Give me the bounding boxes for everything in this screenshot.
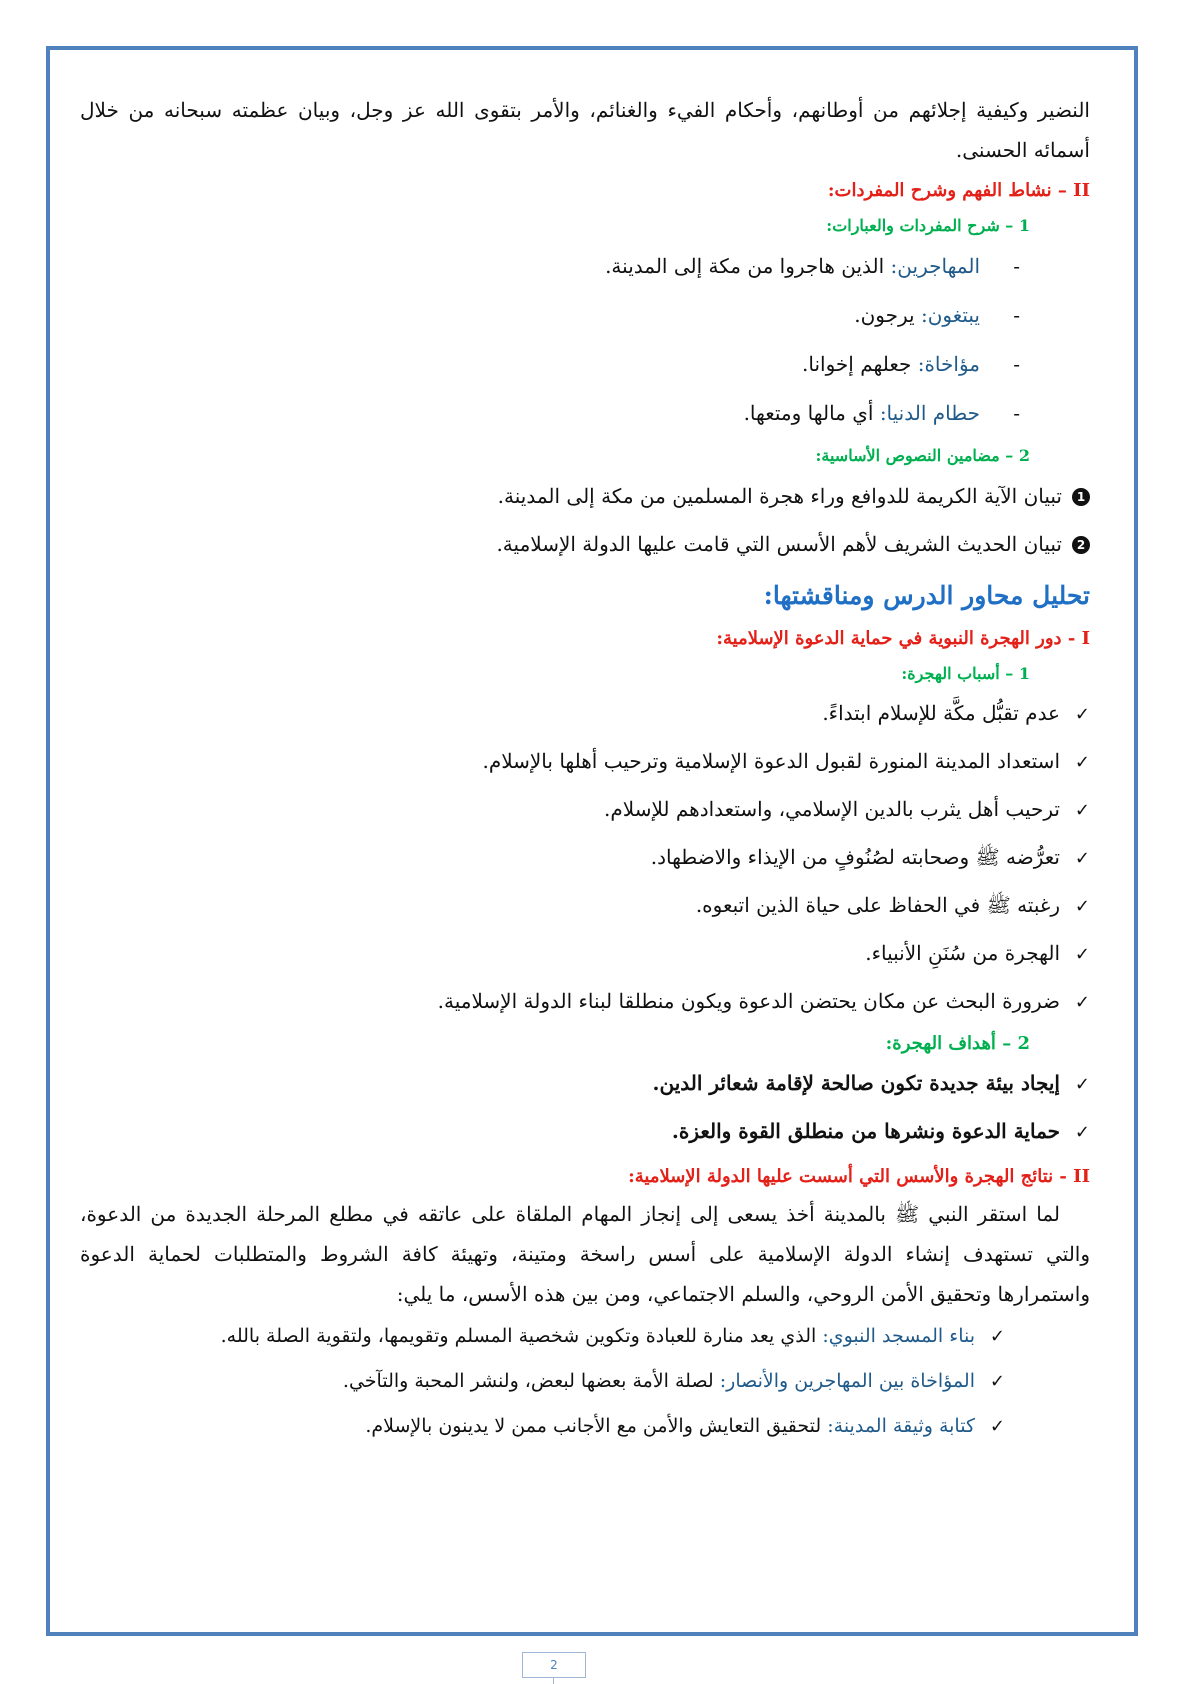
vocab-definition: يرجون. xyxy=(854,303,921,327)
cause-text: استعداد المدينة المنورة لقبول الدعوة الإسلامية وترحيب أهلها بالإسلام. xyxy=(482,749,1060,773)
vocab-term: حطام الدنيا: xyxy=(879,401,980,425)
vocab-term: مؤاخاة: xyxy=(917,352,980,376)
goals-list xyxy=(80,1060,1090,1156)
number-circle-icon: 2 xyxy=(1072,536,1090,554)
section-ii-heading: II – نشاط الفهم وشرح المفردات: xyxy=(827,180,1090,201)
list-item xyxy=(80,340,1020,389)
dash-icon: - xyxy=(1013,401,1020,425)
check-icon: ✓ xyxy=(1074,992,1090,1013)
check-icon: ✓ xyxy=(1074,704,1090,725)
list-item xyxy=(80,786,1090,834)
intro-paragraph: النضير وكيفية إجلائهم من أوطانهم، وأحكام الفيء والغنائم، والأمر بتقوى الله عز وجل، وبيان عظمته سبحانه من خلال أسمائه الحسنى. xyxy=(80,98,1090,162)
theme-text: تبيان الحديث الشريف لأهم الأسس التي قامت عليها الدولة الإسلامية. xyxy=(496,532,1062,556)
dash-icon: - xyxy=(1013,352,1020,376)
list-item xyxy=(80,834,1090,882)
check-icon: ✓ xyxy=(1074,944,1090,965)
themes-list xyxy=(80,472,1090,568)
page-content xyxy=(80,90,1090,1449)
cause-text: ضرورة البحث عن مكان يحتضن الدعوة ويكون منطلقا لبناء الدولة الإسلامية. xyxy=(437,989,1060,1013)
theme-text: تبيان الآية الكريمة للدوافع وراء هجرة المسلمين من مكة إلى المدينة. xyxy=(497,484,1062,508)
check-icon: ✓ xyxy=(1074,1074,1090,1095)
list-item xyxy=(80,520,1090,568)
dash-icon: - xyxy=(1013,254,1020,278)
list-item xyxy=(80,1359,1005,1404)
check-icon: ✓ xyxy=(1074,848,1090,869)
list-item xyxy=(80,242,1020,291)
cause-text: تعرُّضه ﷺ وصحابته لصُنُوفٍ من الإيذاء والاضطهاد. xyxy=(650,845,1060,869)
list-item xyxy=(80,389,1020,438)
foundation-term: المؤاخاة بين المهاجرين والأنصار: xyxy=(719,1370,975,1392)
list-item xyxy=(80,472,1090,520)
foundation-definition: لتحقيق التعايش والأمن مع الأجانب ممن لا يدينون بالإسلام. xyxy=(365,1415,828,1437)
list-item xyxy=(80,1108,1090,1156)
list-item xyxy=(80,690,1090,738)
list-item xyxy=(80,1404,1005,1449)
foundation-term: كتابة وثيقة المدينة: xyxy=(827,1415,975,1437)
cause-text: الهجرة من سُنَنِ الأنبياء. xyxy=(865,941,1060,965)
vocabulary-heading: 1 – شرح المفردات والعبارات: xyxy=(826,216,1030,235)
vocab-definition: أي مالها ومتعها. xyxy=(743,401,880,425)
page-number: 2 xyxy=(522,1652,586,1678)
list-item xyxy=(80,1314,1005,1359)
check-icon: ✓ xyxy=(989,1371,1005,1392)
check-icon: ✓ xyxy=(1074,1122,1090,1143)
results-paragraph: لما استقر النبي ﷺ بالمدينة أخذ يسعى إلى إنجاز المهام الملقاة على عاتقه في مطلع المرحلة الجديدة من الدعوة، والتي تستهدف إنشاء الدولة الإسلامية على أسس راسخة ومتينة، وتهيئة كافة الشروط والمتطلبات لحماية الدعوة واستمرارها وتحقيق الأمن الروحي، والسلم الاجتماعي، ومن بين هذه الأسس، ما يلي: xyxy=(80,1202,1090,1306)
cause-text: ترحيب أهل يثرب بالدين الإسلامي، واستعدادهم للإسلام. xyxy=(604,797,1060,821)
check-icon: ✓ xyxy=(1074,896,1090,917)
foundation-definition: لصلة الأمة بعضها لبعض، ولنشر المحبة والتآخي. xyxy=(342,1370,720,1392)
list-item xyxy=(80,882,1090,930)
foundation-definition: الذي يعد منارة للعبادة وتكوين شخصية المسلم وتقويمها، ولتقوية الصلة بالله. xyxy=(220,1325,823,1347)
list-item xyxy=(80,930,1090,978)
list-item xyxy=(80,1060,1090,1108)
goal-text: إيجاد بيئة جديدة تكون صالحة لإقامة شعائر الدين. xyxy=(652,1071,1060,1095)
check-icon: ✓ xyxy=(989,1416,1005,1437)
check-icon: ✓ xyxy=(1074,800,1090,821)
check-icon: ✓ xyxy=(989,1326,1005,1347)
foundation-term: بناء المسجد النبوي: xyxy=(822,1325,975,1347)
dash-icon: - xyxy=(1013,303,1020,327)
goals-heading: 2 – أهداف الهجرة: xyxy=(885,1033,1030,1054)
cause-text: عدم تقبُّل مكَّة للإسلام ابتداءً. xyxy=(822,701,1060,725)
list-item xyxy=(80,291,1020,340)
analysis-title: تحليل محاور الدرس ومناقشتها: xyxy=(763,581,1090,610)
foundations-list xyxy=(80,1314,1090,1449)
goal-text: حماية الدعوة ونشرها من منطلق القوة والعزة. xyxy=(671,1119,1060,1143)
causes-list xyxy=(80,690,1090,1026)
page-number-tick xyxy=(553,1678,554,1684)
cause-text: رغبته ﷺ في الحفاظ على حياة الذين اتبعوه. xyxy=(695,893,1060,917)
causes-heading: 1 – أسباب الهجرة: xyxy=(901,664,1030,683)
vocab-definition: الذين هاجروا من مكة إلى المدينة. xyxy=(605,254,891,278)
list-item xyxy=(80,738,1090,786)
themes-heading: 2 – مضامين النصوص الأساسية: xyxy=(815,446,1030,465)
check-icon: ✓ xyxy=(1074,752,1090,773)
vocabulary-list xyxy=(80,242,1090,438)
vocab-definition: جعلهم إخوانا. xyxy=(802,352,918,376)
number-circle-icon: 1 xyxy=(1072,488,1090,506)
vocab-term: المهاجرين: xyxy=(890,254,980,278)
part-ii-heading: II - نتائج الهجرة والأسس التي أسست عليها الدولة الإسلامية: xyxy=(628,1166,1090,1187)
part-i-heading: I - دور الهجرة النبوية في حماية الدعوة الإسلامية: xyxy=(716,628,1090,649)
vocab-term: يبتغون: xyxy=(920,303,980,327)
list-item xyxy=(80,978,1090,1026)
